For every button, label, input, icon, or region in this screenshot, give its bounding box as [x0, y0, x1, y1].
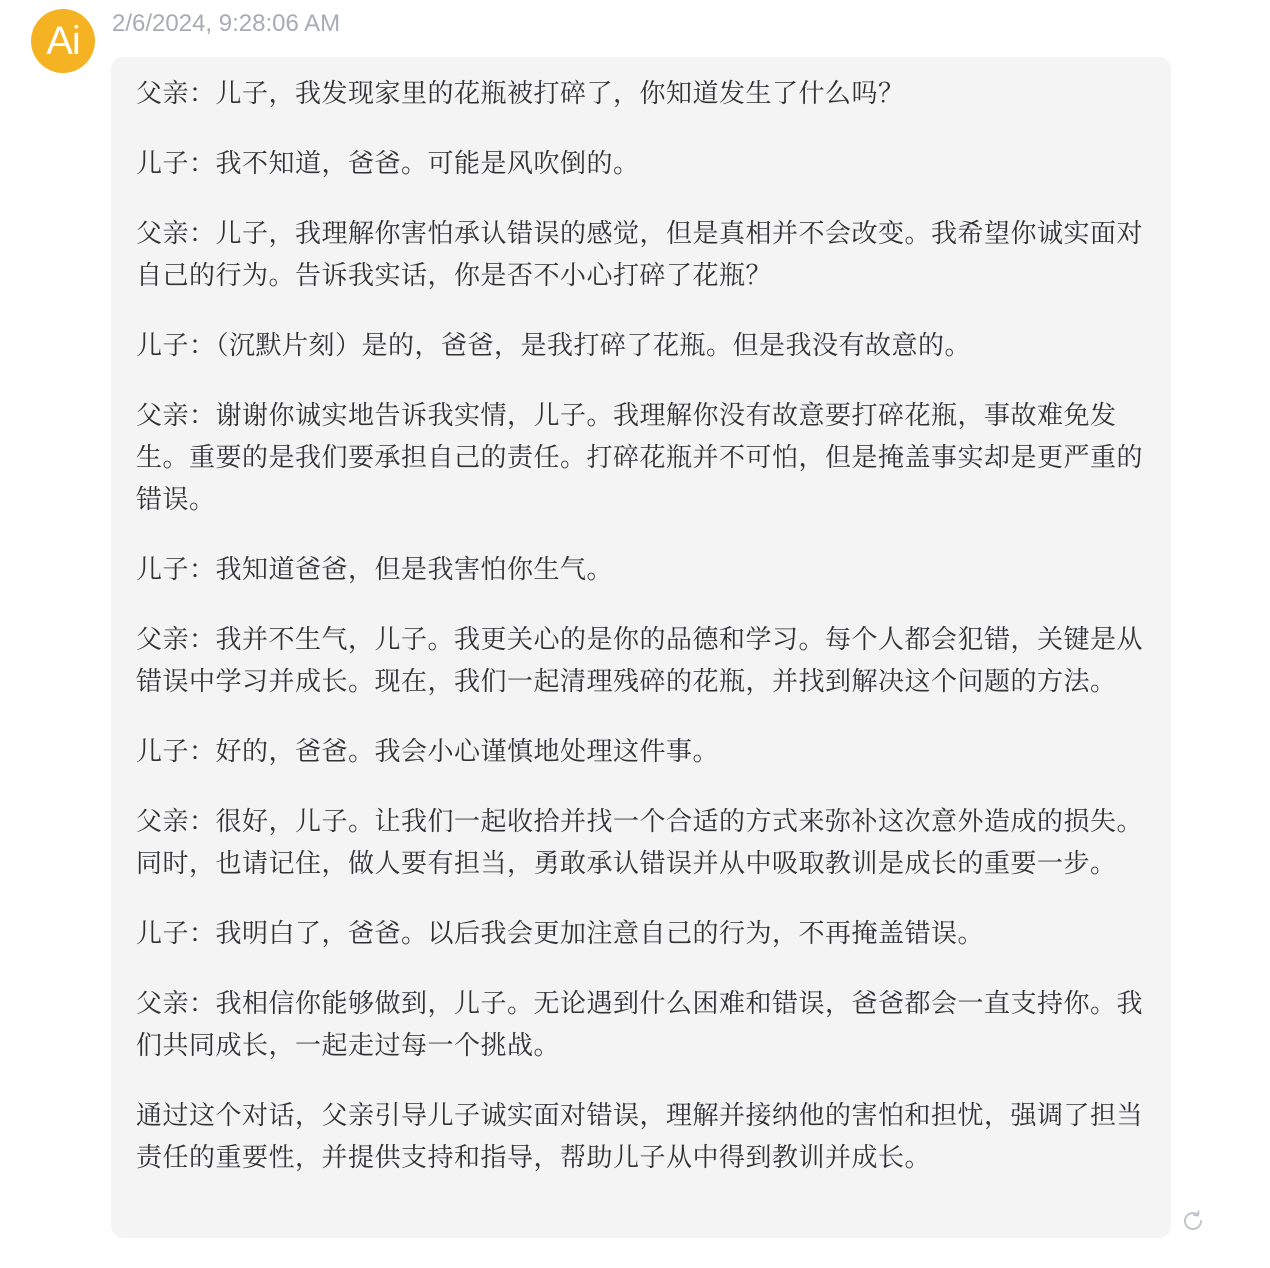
- message-paragraph: 儿子：我知道爸爸，但是我害怕你生气。: [136, 555, 614, 585]
- message-paragraph: 儿子：我明白了，爸爸。以后我会更加注意自己的行为，不再掩盖错误。: [136, 919, 985, 949]
- ai-avatar: [31, 9, 95, 73]
- scroll-clip-area: [0, 1238, 1270, 1268]
- message-paragraph: 父亲：儿子，我发现家里的花瓶被打碎了，你知道发生了什么吗？: [136, 79, 905, 109]
- message-timestamp: 2/6/2024, 9:28:06 AM: [112, 10, 341, 37]
- refresh-icon[interactable]: [1181, 1209, 1205, 1233]
- avatar-label: Ai: [46, 18, 80, 63]
- message-paragraph: 父亲：谢谢你诚实地告诉我实情，儿子。我理解你没有故意要打碎花瓶，事故难免发生。重要的是我们要承担自己的责任。打碎花瓶并不可怕，但是掩盖事实却是更严重的错误。: [136, 401, 1144, 515]
- message-paragraph: 通过这个对话，父亲引导儿子诚实面对错误，理解并接纳他的害怕和担忧，强调了担当责任的重要性，并提供支持和指导，帮助儿子从中得到教训并成长。: [136, 1101, 1144, 1173]
- message-paragraph: 儿子：（沉默片刻）是的，爸爸，是我打碎了花瓶。但是我没有故意的。: [136, 331, 972, 361]
- message-paragraph: 儿子：我不知道，爸爸。可能是风吹倒的。: [136, 149, 640, 179]
- message-paragraph: 父亲：我相信你能够做到，儿子。无论遇到什么困难和错误，爸爸都会一直支持你。我们共同成长，一起走过每一个挑战。: [136, 989, 1144, 1061]
- message-paragraph: 父亲：很好，儿子。让我们一起收拾并找一个合适的方式来弥补这次意外造成的损失。同时，也请记住，做人要有担当，勇敢承认错误并从中吸取教训是成长的重要一步。: [136, 807, 1144, 879]
- message-bubble: [111, 57, 1171, 1238]
- message-content: [111, 57, 1171, 1179]
- message-paragraph: 父亲：儿子，我理解你害怕承认错误的感觉，但是真相并不会改变。我希望你诚实面对自己的行为。告诉我实话，你是否不小心打碎了花瓶？: [136, 219, 1144, 291]
- message-paragraph: 儿子：好的，爸爸。我会小心谨慎地处理这件事。: [136, 737, 720, 767]
- message-paragraph: 父亲：我并不生气，儿子。我更关心的是你的品德和学习。每个人都会犯错，关键是从错误中学习并成长。现在，我们一起清理残碎的花瓶，并找到解决这个问题的方法。: [136, 625, 1144, 697]
